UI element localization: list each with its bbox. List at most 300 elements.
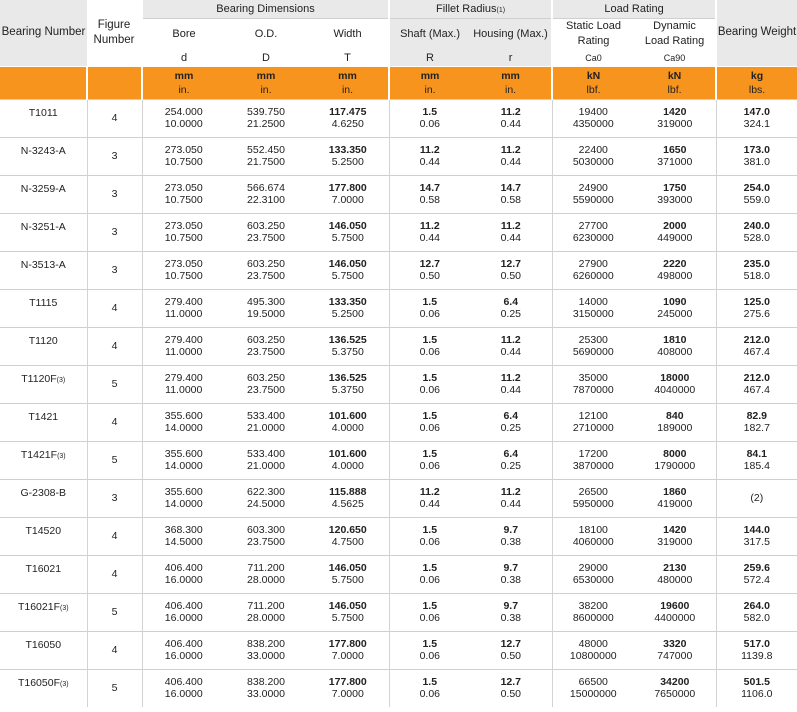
outer-diameter-primary: 622.300 — [247, 486, 285, 498]
static-load-rating-secondary: 7870000 — [572, 384, 614, 396]
dynamic-load-rating-primary: 8000 — [663, 448, 687, 460]
shaft-radius-primary: 11.2 — [419, 220, 440, 232]
col-figure-number: Figure Number — [87, 0, 142, 66]
width-secondary: 5.2500 — [331, 156, 364, 168]
bearing-number-value: T1120 — [28, 334, 58, 347]
figure-number: 3 — [87, 251, 142, 289]
dynamic-load-rating — [634, 251, 716, 289]
static-load-rating-secondary: 6530000 — [572, 574, 614, 586]
bearing-weight — [716, 99, 797, 137]
static-load-rating-primary: 26500 — [578, 486, 608, 498]
unit-kn: kN — [586, 69, 601, 82]
static-load-rating-secondary: 6230000 — [572, 232, 614, 244]
dynamic-load-rating-primary: 1650 — [663, 144, 687, 156]
bore-primary: 406.400 — [164, 600, 203, 612]
bore-secondary: 10.7500 — [164, 156, 203, 168]
dynamic-load-rating-secondary: 319000 — [657, 118, 693, 130]
bearing-weight-primary: 82.9 — [746, 410, 768, 422]
dynamic-load-rating-secondary: 189000 — [657, 422, 693, 434]
outer-diameter — [225, 479, 307, 517]
static-load-rating-primary: 27900 — [578, 258, 608, 270]
bearing-number — [0, 669, 87, 707]
bore — [142, 251, 225, 289]
dynamic-load-rating-secondary: 449000 — [657, 232, 693, 244]
static-load-rating-secondary: 4350000 — [572, 118, 614, 130]
bore-secondary: 10.7500 — [164, 270, 203, 282]
housing-radius — [470, 403, 552, 441]
housing-radius — [470, 175, 552, 213]
figure-number: 3 — [87, 213, 142, 251]
dynamic-load-rating — [634, 213, 716, 251]
dynamic-load-rating-primary: 840 — [666, 410, 684, 422]
width — [307, 327, 389, 365]
outer-diameter — [225, 365, 307, 403]
shaft-radius — [389, 669, 470, 707]
bore-primary: 254.000 — [164, 106, 203, 118]
bore — [142, 327, 225, 365]
bearing-number-value: T16050F — [17, 676, 60, 689]
width-secondary: 5.3750 — [331, 346, 364, 358]
dynamic-load-rating — [634, 669, 716, 707]
housing-radius-primary: 11.2 — [500, 220, 521, 232]
bearing-number-value: G-2308-B — [20, 486, 67, 499]
width-primary: 177.800 — [328, 182, 367, 194]
width — [307, 137, 389, 175]
outer-diameter-primary: 838.200 — [247, 676, 285, 689]
bearing-weight-secondary: 275.6 — [743, 308, 770, 320]
housing-radius-secondary: 0.58 — [500, 194, 521, 206]
bearing-number — [0, 479, 87, 517]
housing-radius-primary: 12.7 — [500, 638, 521, 650]
width — [307, 479, 389, 517]
bearing-number — [0, 365, 87, 403]
width — [307, 593, 389, 631]
outer-diameter-secondary: 23.7500 — [247, 232, 285, 244]
figure-number: 4 — [87, 403, 142, 441]
housing-radius-secondary: 0.38 — [500, 612, 521, 624]
housing-radius-primary: 11.2 — [500, 144, 521, 156]
width-secondary: 5.7500 — [331, 232, 364, 244]
outer-diameter-secondary: 21.0000 — [247, 460, 285, 472]
unit-static — [552, 66, 634, 99]
static-load-rating-primary: 66500 — [578, 676, 608, 689]
shaft-radius-secondary: 0.06 — [419, 308, 440, 320]
table-row — [0, 99, 797, 137]
static-load-rating-primary: 12100 — [578, 410, 608, 422]
bearing-number — [0, 289, 87, 327]
outer-diameter-secondary: 23.7500 — [247, 384, 285, 396]
shaft-radius — [389, 213, 470, 251]
dynamic-load-rating — [634, 517, 716, 555]
bore-primary: 406.400 — [164, 676, 203, 689]
outer-diameter-primary: 711.200 — [247, 562, 285, 574]
bore-secondary: 11.0000 — [165, 346, 203, 358]
unit-in: in. — [424, 83, 436, 96]
housing-radius-primary: 11.2 — [500, 372, 521, 384]
bearing-number — [0, 137, 87, 175]
unit-housing — [470, 66, 552, 99]
housing-radius-primary: 14.7 — [500, 182, 521, 194]
static-load-rating — [552, 441, 634, 479]
unit-mm: mm — [338, 69, 357, 82]
bearing-number-value: N-3243-A — [20, 144, 66, 157]
width-secondary: 4.0000 — [331, 460, 364, 472]
dynamic-load-rating-primary: 2220 — [663, 258, 687, 270]
bearing-weight-note: (2) — [750, 492, 764, 504]
bore — [142, 213, 225, 251]
shaft-radius-secondary: 0.06 — [419, 650, 440, 662]
unit-in: in. — [260, 83, 272, 96]
sym-shaft: R — [389, 50, 470, 66]
bore-primary: 355.600 — [164, 486, 203, 498]
shaft-radius-secondary: 0.06 — [419, 422, 440, 434]
bearing-weight — [716, 555, 797, 593]
housing-radius — [470, 213, 552, 251]
static-load-rating-primary: 14000 — [578, 296, 608, 308]
bearing-number-value: T16021F — [17, 600, 60, 613]
bore-secondary: 10.7500 — [164, 232, 203, 244]
bore-secondary: 16.0000 — [164, 688, 203, 701]
figure-number: 3 — [87, 479, 142, 517]
dynamic-load-rating-secondary: 393000 — [657, 194, 693, 206]
bearing-number-note: (3) — [59, 680, 69, 688]
bore — [142, 403, 225, 441]
static-load-rating — [552, 631, 634, 669]
dynamic-load-rating — [634, 593, 716, 631]
width — [307, 175, 389, 213]
table-row — [0, 479, 797, 517]
outer-diameter-secondary: 21.7500 — [247, 156, 285, 168]
bearing-number-note: (3) — [57, 452, 66, 460]
bearing-weight — [716, 669, 797, 707]
shaft-radius — [389, 251, 470, 289]
static-load-rating — [552, 479, 634, 517]
width-primary: 146.050 — [328, 258, 367, 270]
shaft-radius-primary: 14.7 — [419, 182, 440, 194]
width-secondary: 5.7500 — [331, 270, 364, 282]
table-row — [0, 175, 797, 213]
dynamic-load-rating-secondary: 7650000 — [654, 688, 696, 701]
housing-radius — [470, 555, 552, 593]
outer-diameter-primary: 603.250 — [247, 334, 285, 346]
group-fillet-radius — [389, 0, 552, 18]
bearing-weight-primary: 212.0 — [743, 372, 770, 384]
static-load-rating-secondary: 3870000 — [572, 460, 614, 472]
table-row — [0, 137, 797, 175]
bearing-number-note: (3) — [59, 604, 69, 612]
shaft-radius — [389, 555, 470, 593]
bore — [142, 555, 225, 593]
units-row — [0, 66, 797, 99]
housing-radius — [470, 479, 552, 517]
shaft-radius-primary: 1.5 — [422, 372, 438, 384]
dynamic-load-rating — [634, 327, 716, 365]
bore-secondary: 14.0000 — [164, 422, 203, 434]
dynamic-load-rating-secondary: 245000 — [657, 308, 693, 320]
housing-radius-secondary: 0.44 — [500, 346, 521, 358]
outer-diameter-primary: 838.200 — [247, 638, 285, 650]
col-bearing-number: Bearing Number — [0, 0, 87, 66]
outer-diameter-primary: 533.400 — [247, 448, 285, 460]
width — [307, 289, 389, 327]
table-row — [0, 213, 797, 251]
shaft-radius-primary: 1.5 — [422, 638, 438, 650]
bearing-weight — [716, 403, 797, 441]
static-load-rating-secondary: 8600000 — [572, 612, 614, 624]
bearing-weight-primary: 84.1 — [746, 448, 768, 460]
bearing-weight-secondary: 317.5 — [743, 536, 770, 548]
bearing-number — [0, 555, 87, 593]
table-row — [0, 669, 797, 707]
static-load-rating-secondary: 6260000 — [572, 270, 614, 282]
bore-primary: 279.400 — [164, 296, 203, 308]
bearing-weight-secondary: 518.0 — [743, 270, 770, 282]
table-row — [0, 441, 797, 479]
width-primary: 115.888 — [329, 486, 367, 498]
dynamic-load-rating-primary: 18000 — [660, 372, 690, 384]
fillet-radius-label: Fillet Radius — [435, 2, 497, 15]
shaft-radius — [389, 289, 470, 327]
width-primary: 133.350 — [328, 144, 367, 156]
bearing-weight — [716, 137, 797, 175]
bearing-weight — [716, 251, 797, 289]
outer-diameter — [225, 289, 307, 327]
static-load-rating — [552, 289, 634, 327]
bearing-weight — [716, 441, 797, 479]
housing-radius — [470, 441, 552, 479]
outer-diameter-secondary: 23.7500 — [247, 346, 285, 358]
bore — [142, 593, 225, 631]
shaft-radius — [389, 631, 470, 669]
outer-diameter-primary: 603.300 — [247, 524, 285, 536]
bearing-weight-secondary: 528.0 — [743, 232, 770, 244]
bearing-number — [0, 403, 87, 441]
bearing-weight — [716, 365, 797, 403]
shaft-radius-primary: 1.5 — [422, 676, 438, 689]
dynamic-load-rating-primary: 19600 — [660, 600, 690, 612]
bearing-number — [0, 327, 87, 365]
outer-diameter-secondary: 33.0000 — [247, 650, 285, 662]
static-load-rating-secondary: 3150000 — [572, 308, 614, 320]
figure-number: 4 — [87, 631, 142, 669]
table-row — [0, 631, 797, 669]
shaft-radius — [389, 137, 470, 175]
bearing-number-value: T16021 — [25, 562, 62, 575]
bearing-weight — [716, 289, 797, 327]
table-row — [0, 365, 797, 403]
width-primary: 146.050 — [328, 562, 367, 574]
bore-primary: 273.050 — [164, 182, 203, 194]
unit-kn: kN — [667, 69, 682, 82]
static-load-rating-secondary: 5690000 — [572, 346, 614, 358]
group-bearing-dimensions: Bearing Dimensions — [142, 0, 389, 18]
width — [307, 403, 389, 441]
outer-diameter — [225, 593, 307, 631]
sym-dynamic: Ca90 — [663, 52, 686, 63]
dynamic-load-rating-secondary: 371000 — [657, 156, 693, 168]
unit-empty-2 — [87, 66, 142, 99]
dynamic-load-rating — [634, 631, 716, 669]
width-primary: 117.475 — [329, 106, 367, 118]
static-load-rating-primary: 19400 — [578, 106, 608, 118]
housing-radius-primary: 11.2 — [500, 106, 521, 118]
bearing-weight — [716, 175, 797, 213]
dynamic-load-rating-secondary: 498000 — [657, 270, 693, 282]
outer-diameter-primary: 539.750 — [247, 106, 285, 118]
static-load-rating-primary: 17200 — [578, 448, 608, 460]
bearing-number — [0, 251, 87, 289]
housing-radius-primary: 9.7 — [503, 562, 519, 574]
width-primary: 146.050 — [328, 600, 367, 612]
bore-primary: 273.050 — [164, 258, 203, 270]
shaft-radius-primary: 1.5 — [422, 562, 438, 574]
outer-diameter-secondary: 23.7500 — [247, 536, 285, 548]
table-row — [0, 555, 797, 593]
shaft-radius-secondary: 0.44 — [419, 498, 440, 510]
bore-secondary: 14.0000 — [164, 498, 203, 510]
housing-radius — [470, 137, 552, 175]
static-load-rating-primary: 25300 — [578, 334, 608, 346]
sym-bore: d — [142, 50, 225, 66]
housing-radius — [470, 99, 552, 137]
table-row — [0, 403, 797, 441]
width-primary: 177.800 — [328, 638, 367, 650]
dynamic-load-rating-primary: 1750 — [663, 182, 687, 194]
dynamic-load-rating — [634, 137, 716, 175]
width-primary: 136.525 — [328, 372, 367, 384]
bearing-number — [0, 99, 87, 137]
static-load-rating-secondary: 5950000 — [572, 498, 614, 510]
sym-od: D — [262, 51, 270, 64]
housing-radius-primary: 9.7 — [503, 600, 519, 612]
housing-radius — [470, 593, 552, 631]
unit-bore — [142, 66, 225, 99]
dynamic-load-rating-secondary: 408000 — [657, 346, 693, 358]
bearing-weight — [716, 213, 797, 251]
figure-number: 5 — [87, 593, 142, 631]
width — [307, 441, 389, 479]
width — [307, 365, 389, 403]
table-row — [0, 289, 797, 327]
figure-number: 5 — [87, 441, 142, 479]
shaft-radius — [389, 517, 470, 555]
static-load-rating-secondary: 2710000 — [572, 422, 614, 434]
bearing-number-value: T16050 — [25, 638, 62, 651]
shaft-radius — [389, 479, 470, 517]
outer-diameter — [225, 441, 307, 479]
bearing-number-value: N-3251-A — [20, 220, 66, 233]
bearing-number-value: N-3259-A — [20, 182, 66, 195]
table-row — [0, 327, 797, 365]
dynamic-load-rating-primary: 2000 — [663, 220, 687, 232]
sym-static: Ca0 — [552, 50, 634, 66]
static-load-rating — [552, 137, 634, 175]
shaft-radius-primary: 1.5 — [422, 524, 438, 536]
width-secondary: 4.6250 — [331, 118, 364, 130]
shaft-radius-primary: 1.5 — [422, 334, 438, 346]
housing-radius-primary: 6.4 — [503, 410, 519, 422]
bearing-weight-primary: 517.0 — [743, 638, 770, 650]
shaft-radius — [389, 175, 470, 213]
bore-primary: 273.050 — [164, 144, 203, 156]
bore — [142, 175, 225, 213]
housing-radius-secondary: 0.50 — [500, 270, 521, 282]
width-primary: 120.650 — [328, 524, 367, 536]
dynamic-load-rating-secondary: 419000 — [657, 498, 693, 510]
unit-mm: mm — [256, 69, 276, 82]
bearing-weight-secondary: 185.4 — [743, 460, 770, 472]
bore-secondary: 11.0000 — [165, 308, 203, 320]
dynamic-load-rating-primary: 1420 — [663, 106, 687, 118]
width-secondary: 7.0000 — [331, 688, 364, 701]
bore — [142, 289, 225, 327]
bore-secondary: 14.0000 — [164, 460, 203, 472]
bore-secondary: 16.0000 — [164, 650, 203, 662]
outer-diameter — [225, 99, 307, 137]
shaft-radius-secondary: 0.06 — [419, 612, 440, 624]
col-od: O.D. — [254, 28, 278, 41]
outer-diameter — [225, 175, 307, 213]
shaft-radius — [389, 441, 470, 479]
outer-diameter — [225, 327, 307, 365]
width-primary: 146.050 — [328, 220, 367, 232]
width — [307, 555, 389, 593]
shaft-radius — [389, 327, 470, 365]
width — [307, 517, 389, 555]
figure-number: 3 — [87, 137, 142, 175]
shaft-radius-primary: 11.2 — [419, 486, 440, 498]
static-load-rating — [552, 555, 634, 593]
housing-radius — [470, 327, 552, 365]
outer-diameter-secondary: 24.5000 — [247, 498, 285, 510]
housing-radius-secondary: 0.25 — [500, 460, 521, 472]
bore-secondary: 16.0000 — [164, 612, 203, 624]
bearing-weight-secondary: 182.7 — [743, 422, 770, 434]
shaft-radius-secondary: 0.06 — [419, 574, 440, 586]
bearing-number-note: (3) — [56, 376, 66, 384]
dynamic-load-rating-secondary: 747000 — [657, 650, 693, 662]
dynamic-load-rating-primary: 1090 — [663, 296, 687, 308]
outer-diameter-secondary: 19.5000 — [247, 308, 285, 320]
width — [307, 99, 389, 137]
shaft-radius-secondary: 0.44 — [419, 232, 440, 244]
bore-secondary: 10.0000 — [164, 118, 203, 130]
housing-radius-secondary: 0.25 — [500, 422, 521, 434]
housing-radius-primary: 11.2 — [500, 486, 521, 498]
bore-secondary: 10.7500 — [164, 194, 203, 206]
outer-diameter — [225, 251, 307, 289]
figure-number: 4 — [87, 289, 142, 327]
bore — [142, 479, 225, 517]
unit-in: in. — [178, 83, 190, 96]
bore-primary: 279.400 — [164, 372, 203, 384]
figure-number: 4 — [87, 327, 142, 365]
outer-diameter-primary: 495.300 — [247, 296, 285, 308]
dynamic-load-rating — [634, 403, 716, 441]
static-load-rating — [552, 175, 634, 213]
shaft-radius-primary: 1.5 — [422, 106, 438, 118]
width-secondary: 7.0000 — [331, 650, 364, 662]
shaft-radius-secondary: 0.58 — [419, 194, 440, 206]
bore-primary: 279.400 — [164, 334, 203, 346]
shaft-radius-secondary: 0.06 — [419, 536, 440, 548]
bearing-weight-primary: 259.6 — [743, 562, 770, 574]
group-load-rating: Load Rating — [552, 0, 716, 18]
housing-radius-secondary: 0.44 — [500, 118, 521, 130]
figure-number: 4 — [87, 555, 142, 593]
col-shaft: Shaft (Max.) — [389, 18, 470, 50]
dynamic-load-rating — [634, 441, 716, 479]
